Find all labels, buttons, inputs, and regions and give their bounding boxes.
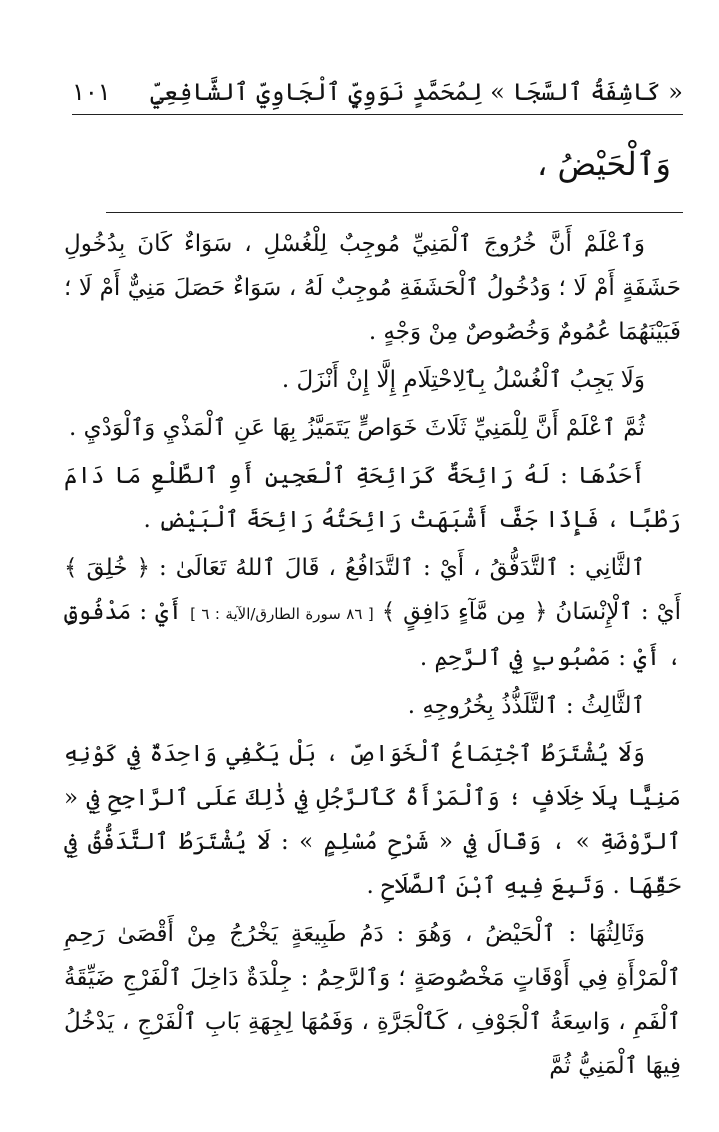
paragraph-with-quran-reference — [64, 546, 681, 680]
paragraph: أَحَدُهَا : لَهُ رَائِحَةٌ كَرَائِحَةِ ٱلْعَجِينِ أَوِ ٱلطَّلْعِ مَا دَامَ رَطْبًا ، فَإِذَا جَفَّ أَشْبَهَتْ رَائِحَتُهُ رَائِحَةَ ٱلْبَيْضِ . — [64, 463, 681, 533]
section-rule — [106, 212, 683, 213]
paragraph: وَٱعْلَمْ أَنَّ خُرُوجَ ٱلْمَنِيِّ مُوجِبٌ لِلْغُسْلِ ، سَوَاءٌ كَانَ بِدُخُولِ حَشَفَةٍ أَمْ لَا ؛ وَدُخُولُ ٱلْحَشَفَةِ مُوجِبٌ لَهُ ، سَوَاءٌ حَصَلَ مَنِيٌّ أَمْ لَا ؛ فَبَيْنَهُمَا عُمُومٌ وَخُصُوصٌ مِنْ وَجْهٍ . — [64, 231, 681, 345]
running-header — [72, 72, 683, 116]
paragraph: وَثَالِثُهَا : ٱلْحَيْضُ ، وَهُوَ : دَمُ طَبِيعَةٍ يَخْرُجُ مِنْ أَقْصَىٰ رَحِمِ ٱلْمَرْأَةِ فِي أَوْقَاتٍ مَخْصُوصَةٍ ؛ وَٱلرَّحِمُ : جِلْدَةٌ دَاخِلَ ٱلْفَرْجِ ضَيِّقَةُ ٱلْفَمِ ، وَاسِعَةُ ٱلْجَوْفِ ، كَٱلْجَرَّةِ ، وَفَمُهَا لِجِهَةِ بَابِ ٱلْفَرْجِ ، يَدْخُلُ فِيهَا ٱلْمَنِيُّ ثُمَّ — [64, 921, 681, 1079]
body-text — [64, 222, 681, 1092]
section-heading: وَٱلْحَيْضُ ، — [537, 145, 671, 183]
paragraph: ٱلثَّالِثُ : ٱلتَّلَذُّذُ بِخُرُوجِهِ . — [407, 693, 645, 719]
page-number: ١٠١ — [72, 78, 111, 106]
paragraph: ثُمَّ ٱعْلَمْ أَنَّ لِلْمَنِيِّ ثَلَاثَ خَوَاصٍّ يَتَمَيَّزُ بِهَا عَنِ ٱلْمَذْيِ وَٱلْوَدْيِ . — [68, 415, 645, 441]
quran-reference: [ ٨٦ سورة الطارق/الآية : ٦ ] — [190, 605, 374, 623]
paragraph: وَلَا يُشْتَرَطُ ٱجْتِمَاعُ ٱلْخَوَاصِّ ، بَلْ يَكْفِي وَاحِدَةٌ فِي كَوْنِهِ مَنِيًّا بِلَا خِلَافٍ ؛ وَٱلْمَرْأَةُ كَٱلرَّجُلِ فِي ذَٰلِكَ عَلَى ٱلرَّاجِحِ فِي « ٱلرَّوْضَةِ » ، وَقَالَ فِي « شَرْحِ مُسْلِمٍ » : لَا يُشْتَرَطُ ٱلتَّدَفُّقُ فِي حَقِّهَا . وَتَبِعَ فِيهِ ٱبْنَ ٱلصَّلَاحِ . — [64, 741, 681, 899]
paragraph-text: ٱلثَّانِي : ٱلتَّدَفُّقُ ، أَيْ : ٱلتَّدَافُعُ ، قَالَ ٱللهُ تَعَالَىٰ : ﴿ خُلِقَ ﴾ أَيْ : ٱلْإِنْسَانُ ﴿ مِن مَّآءٍ دَافِقٍ ﴾ — [64, 555, 681, 625]
header-rule — [72, 114, 683, 115]
paragraph-text: أَيْ : مَدْفُوقٍ ، أَيْ : مَصْبُوبٍ فِي ٱلرَّحِمِ . — [64, 599, 681, 671]
header-title: « كَاشِفَةُ ٱلسَّجَا » لِمُحَمَّدٍ نَوَوِيٍّ ٱلْجَاوِيِّ ٱلشَّافِعِيِّ — [150, 78, 683, 106]
paragraph: وَلَا يَجِبُ ٱلْغُسْلُ بِٱلِاحْتِلَامِ إِلَّا إِنْ أَنْزَلَ . — [281, 367, 645, 393]
